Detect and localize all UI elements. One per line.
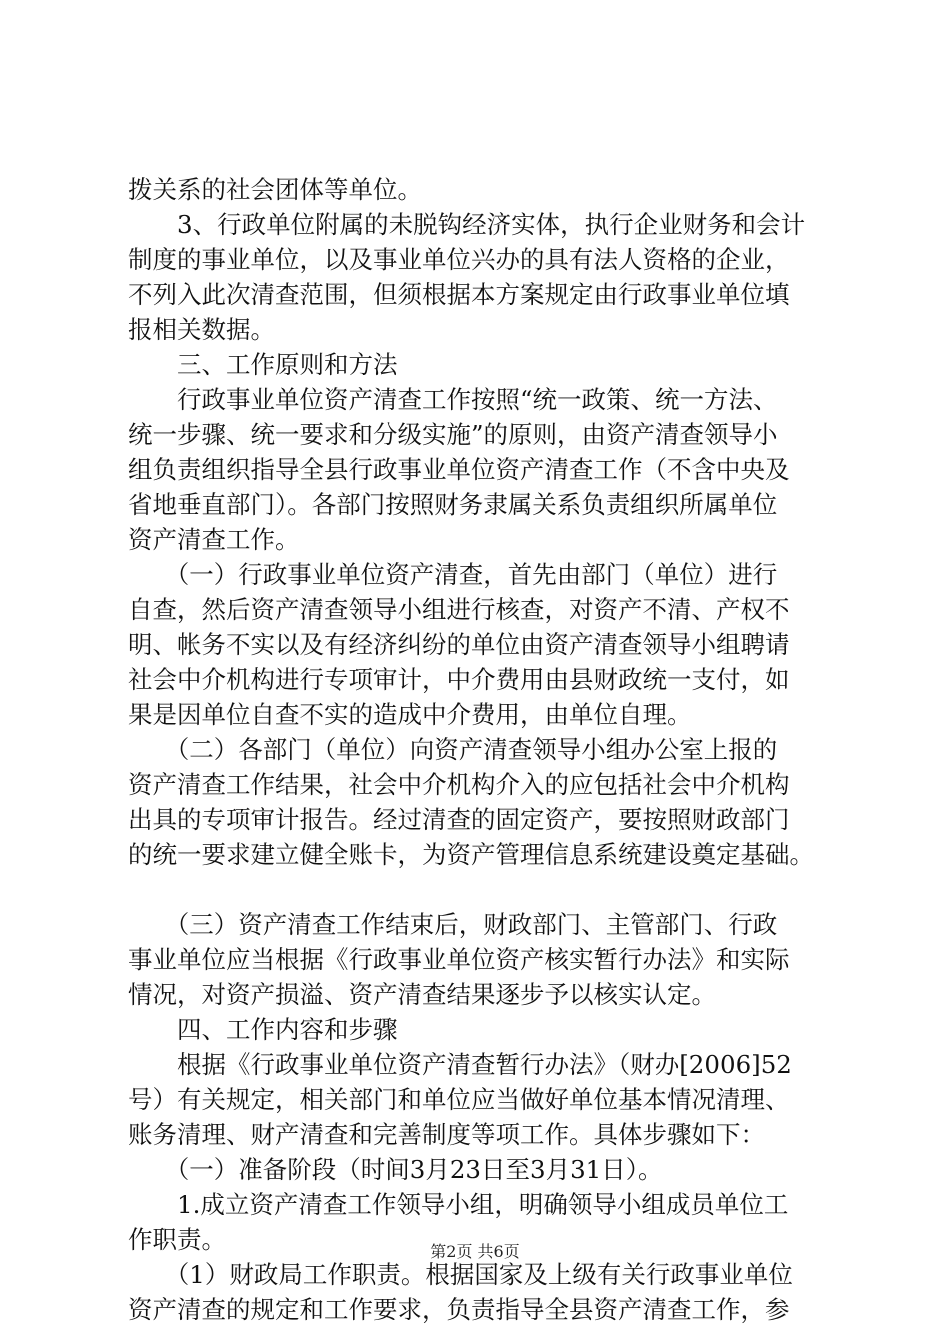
text-line: 报相关数据。: [128, 315, 275, 344]
section-heading: 四、工作内容和步骤: [128, 1015, 398, 1044]
text-line: 出具的专项审计报告。经过清查的固定资产，要按照财政部门: [128, 805, 790, 834]
text-line: 果是因单位自查不实的造成中介费用，由单位自理。: [128, 700, 692, 729]
text-line: 事业单位应当根据《行政事业单位资产核实暂行办法》和实际: [128, 945, 790, 974]
text-line: 资产清查工作。: [128, 525, 300, 554]
blank-line: [128, 872, 838, 907]
text-line: （三）资产清查工作结束后，财政部门、主管部门、行政: [128, 910, 778, 939]
text-line: 的统一要求建立健全账卡，为资产管理信息系统建设奠定基础。: [128, 840, 814, 869]
text-line: （1）财政局工作职责。根据国家及上级有关行政事业单位: [128, 1260, 793, 1289]
text-line: 自查，然后资产清查领导小组进行核查，对资产不清、产权不: [128, 595, 790, 624]
text-line: 号）有关规定，相关部门和单位应当做好单位基本情况清理、: [128, 1085, 790, 1114]
text-line: 资产清查的规定和工作要求，负责指导全县资产清查工作，参: [128, 1295, 790, 1324]
text-line: 制度的事业单位，以及事业单位兴办的具有法人资格的企业，: [128, 245, 790, 274]
text-line: 统一步骤、统一要求和分级实施”的原则，由资产清查领导小: [128, 420, 778, 449]
text-line: 1.成立资产清查工作领导小组，明确领导小组成员单位工: [128, 1190, 789, 1219]
text-line: 3、行政单位附属的未脱钩经济实体，执行企业财务和会计: [128, 210, 806, 239]
document-body: [128, 172, 838, 1327]
text-line: 拨关系的社会团体等单位。: [128, 175, 422, 204]
text-line: 组负责组织指导全县行政事业单位资产清查工作（不含中央及: [128, 455, 790, 484]
text-line: 根据《行政事业单位资产清查暂行办法》（财办[2006]52: [128, 1050, 792, 1079]
text-line: 社会中介机构进行专项审计，中介费用由县财政统一支付，如: [128, 665, 790, 694]
text-line: 作职责。: [128, 1225, 226, 1254]
text-line: 行政事业单位资产清查工作按照“统一政策、统一方法、: [128, 385, 778, 414]
text-line: 明、帐务不实以及有经济纠纷的单位由资产清查领导小组聘请: [128, 630, 790, 659]
text-line: 省地垂直部门）。各部门按照财务隶属关系负责组织所属单位: [128, 490, 778, 519]
text-line: （一）准备阶段（时间3月23日至3月31日）。: [128, 1155, 663, 1184]
text-line: 资产清查工作结果，社会中介机构介入的应包括社会中介机构: [128, 770, 790, 799]
page-footer: [0, 1242, 950, 1262]
text-line: 情况，对资产损溢、资产清查结果逐步予以核实认定。: [128, 980, 716, 1009]
section-heading: 三、工作原则和方法: [128, 350, 398, 379]
text-line: 账务清理、财产清查和完善制度等项工作。具体步骤如下：: [128, 1120, 765, 1149]
text-line: 不列入此次清查范围，但须根据本方案规定由行政事业单位填: [128, 280, 790, 309]
page-number: 第2页 共6页: [430, 1242, 520, 1261]
text-line: （一）行政事业单位资产清查，首先由部门（单位）进行: [128, 560, 778, 589]
text-line: （二）各部门（单位）向资产清查领导小组办公室上报的: [128, 735, 778, 764]
